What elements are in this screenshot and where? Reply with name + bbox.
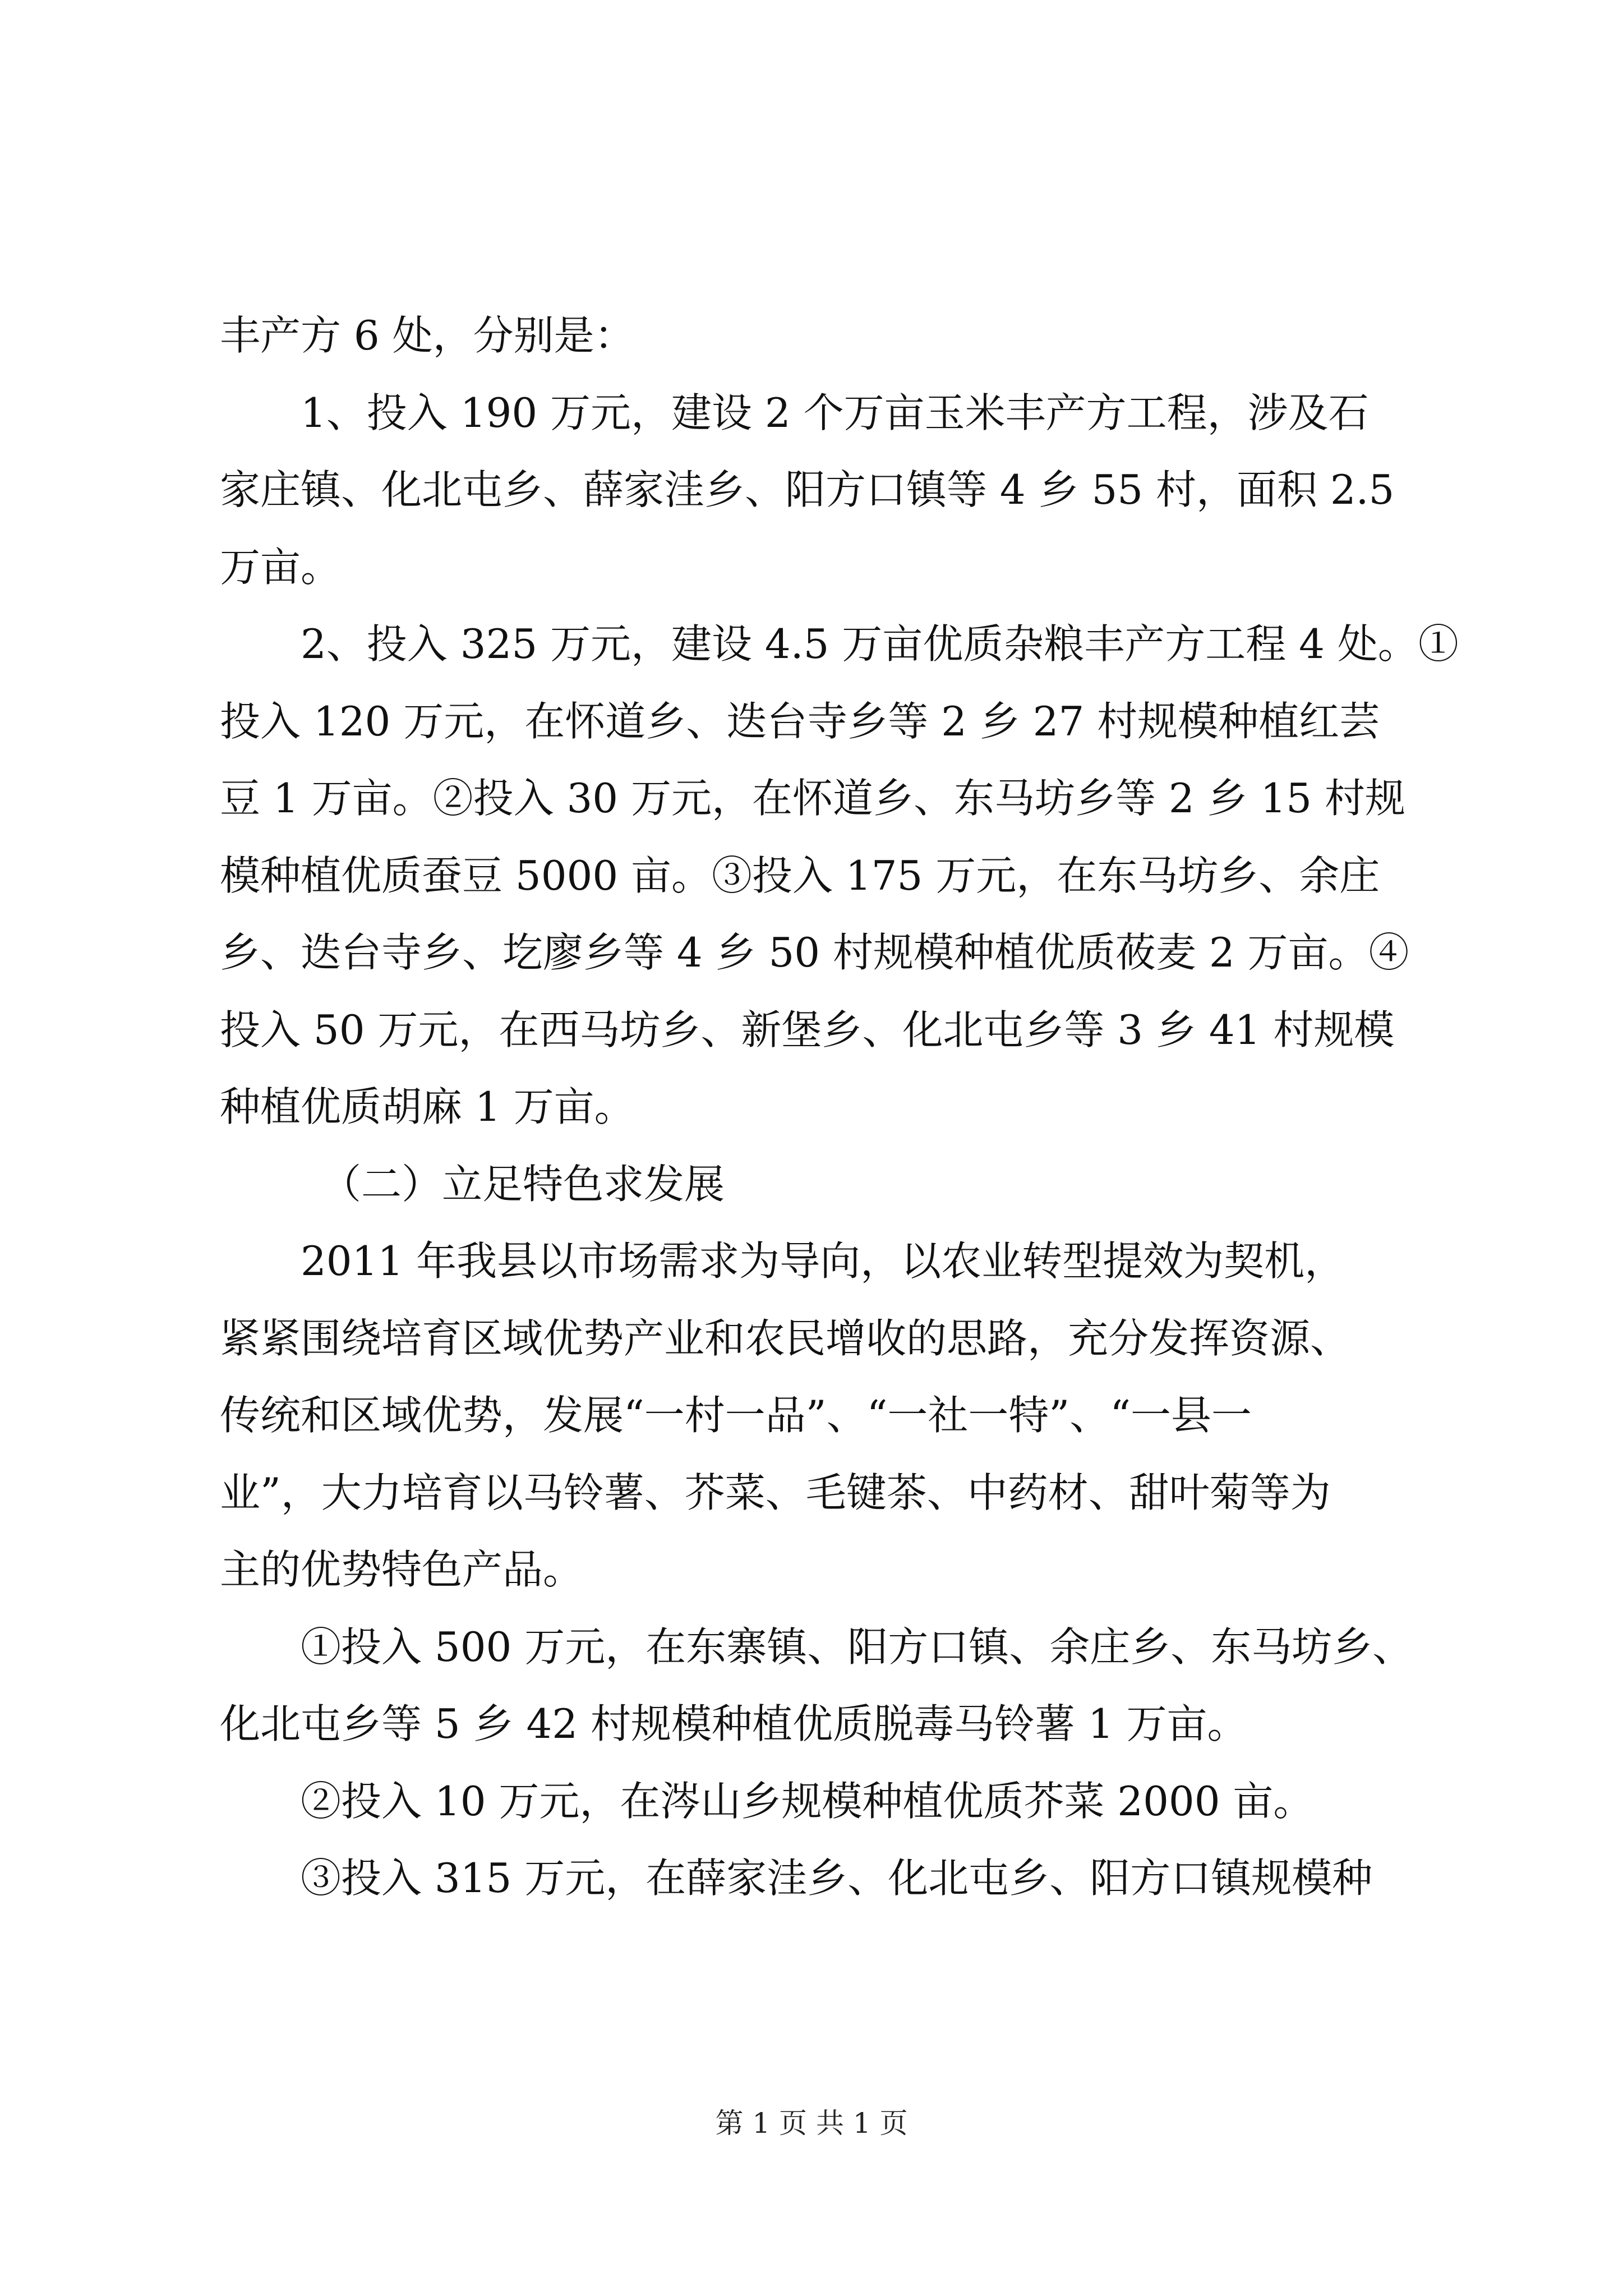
document-body — [220, 297, 1459, 1917]
paragraph-item-1: 1、投入 190 万元，建设 2 个万亩玉米丰产方工程，涉及石 — [301, 389, 1369, 436]
text-line: 家庄镇、化北屯乡、薛家洼乡、阳方口镇等 4 乡 55 村，面积 2.5 — [220, 466, 1395, 513]
paragraph-item-circled-3: ③投入 315 万元，在薛家洼乡、化北屯乡、阳方口镇规模种 — [301, 1855, 1373, 1902]
text-line: 化北屯乡等 5 乡 42 村规模种植优质脱毒马铃薯 1 万亩。 — [220, 1700, 1248, 1747]
text-line: 业”，大力培育以马铃薯、芥菜、毛键茶、中药材、甜叶菊等为 — [220, 1469, 1331, 1516]
text-line: 万亩。 — [220, 543, 342, 591]
text-line: 种植优质胡麻 1 万亩。 — [220, 1083, 635, 1130]
text-line: 主的优势特色产品。 — [220, 1546, 584, 1593]
paragraph-item-circled-1: ①投入 500 万元，在东寨镇、阳方口镇、余庄乡、东马坊乡、 — [301, 1623, 1413, 1671]
text-line: 乡、迭台寺乡、圪廖乡等 4 乡 50 村规模种植优质莜麦 2 万亩。④ — [220, 929, 1409, 976]
section-heading: （二）立足特色求发展 — [321, 1160, 725, 1208]
text-line: 模种植优质蚕豆 5000 亩。③投入 175 万元，在东马坊乡、余庄 — [220, 852, 1380, 899]
paragraph-start: 2011 年我县以市场需求为导向，以农业转型提效为契机， — [301, 1237, 1345, 1285]
text-line: 传统和区域优势，发展“一村一品”、“一社一特”、“一县一 — [220, 1392, 1252, 1439]
text-line: 投入 120 万元，在怀道乡、迭台寺乡等 2 乡 27 村规模种植红芸 — [220, 697, 1380, 745]
text-line: 紧紧围绕培育区域优势产业和农民增收的思路，充分发挥资源、 — [220, 1314, 1351, 1362]
text-line: 豆 1 万亩。②投入 30 万元，在怀道乡、东马坊乡等 2 乡 15 村规 — [220, 775, 1405, 822]
paragraph-item-2: 2、投入 325 万元，建设 4.5 万亩优质杂粮丰产方工程 4 处。① — [301, 620, 1459, 668]
text-line: 投入 50 万元，在西马坊乡、新堡乡、化北屯乡等 3 乡 41 村规模 — [220, 1006, 1395, 1053]
paragraph-item-circled-2: ②投入 10 万元，在涔山乡规模种植优质芥菜 2000 亩。 — [301, 1777, 1314, 1825]
text-line: 丰产方 6 处，分别是： — [220, 312, 635, 359]
page-number-footer: 第 1 页 共 1 页 — [715, 2107, 908, 2139]
